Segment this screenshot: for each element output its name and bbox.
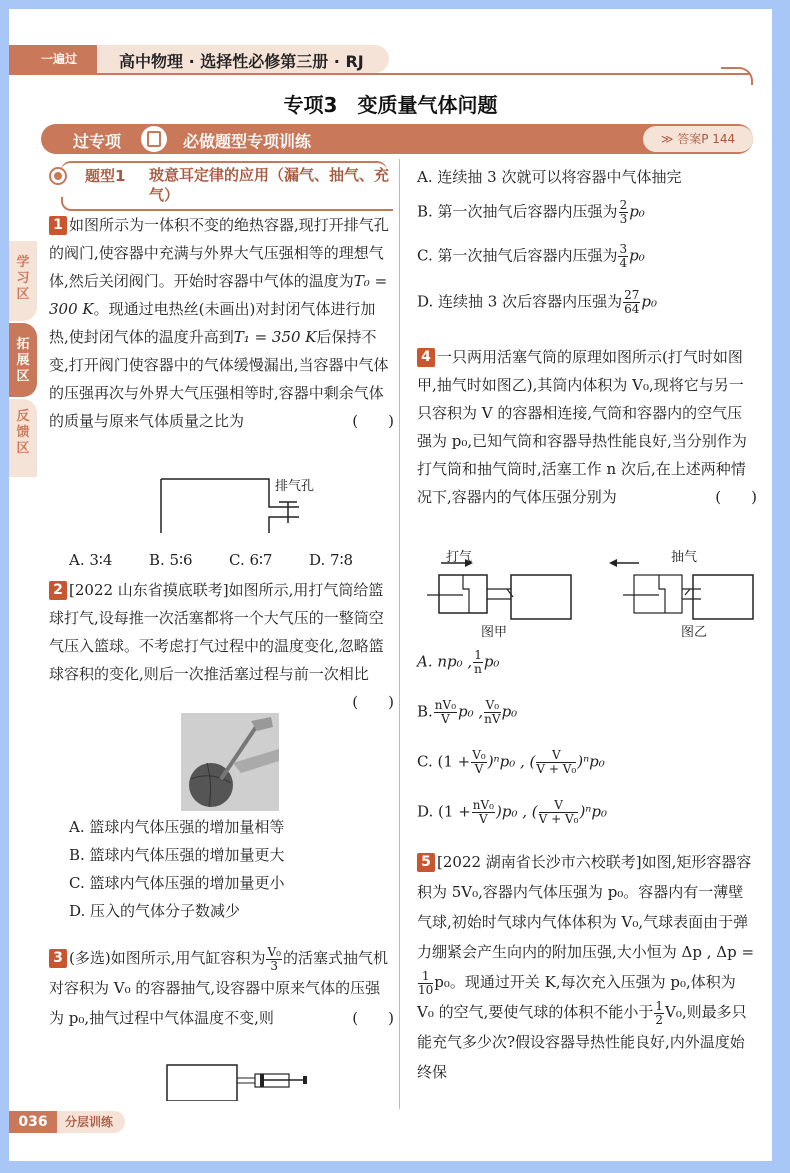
- question-text: 后保持不变,打开阀门使容器中的气体缓慢漏出,当容器中气体的压强再次与外界大气压强相等时,容器中剩余气体的质量与原来气体质量之比为: [49, 328, 389, 430]
- fraction: $\frac{1}{2}$: [655, 998, 664, 1027]
- exhaust-hole-label: 排气孔: [275, 479, 315, 494]
- side-tab-label: 拓展区: [16, 337, 30, 384]
- answer-bracket: ( ): [352, 412, 394, 430]
- question-1: [49, 211, 394, 435]
- question-number: 2: [49, 581, 67, 600]
- question-number: 5: [417, 853, 435, 872]
- option-b[interactable]: B. 篮球内气体压强的增加量更大: [69, 846, 285, 864]
- question-text: 如图,矩形容器容积为 5V₀,容器内气体压强为 p₀。容器内有一薄壁气球,初始时气球内气体体积为 V₀,气球表面由于弹力绷紧会产生向内的附加压强,大小恒为 Δp , Δp =: [417, 853, 755, 961]
- question-number: 1: [49, 216, 67, 235]
- option-b[interactable]: B. 5∶6: [149, 551, 193, 569]
- option-d[interactable]: D. 连续抽 3 次后容器内压强为 $\frac{27}{64}$ p₀: [417, 288, 658, 316]
- question-text: 一只两用活塞气筒的原理如图所示(打气时如图甲,抽气时如图乙),其筒内体积为 V₀,现将它与另一只容积为 V 的容器相连接,气筒和容器内的空气压强为 p₀,已知气筒和容器导热性能良好,当分别作为打气筒和抽气筒时,活塞工作 n 次后,在上述两种情况下,容器内的气体压强分别为: [417, 348, 747, 506]
- option-c[interactable]: C. 第一次抽气后容器内压强为 $\frac{3}{4}$ p₀: [417, 242, 645, 270]
- option-a[interactable]: A. np₀ , $\frac{1}{n}$ p₀: [417, 648, 500, 676]
- side-tab-label: 反馈区: [16, 409, 30, 456]
- question-text: 如图所示为一体积不变的绝热容器,现打开排气孔的阀门,使容器中充满与外界大气压强相等的理想气体,然后关闭阀门。开始时容器中气体的温度为: [49, 216, 389, 290]
- column-divider: [399, 159, 400, 1109]
- answer-bracket: ( ): [715, 488, 757, 506]
- header-band: [9, 45, 772, 73]
- question-4-options: [417, 649, 757, 849]
- answer-bracket: ( ): [352, 693, 394, 711]
- option-d[interactable]: D. 7∶8: [309, 551, 354, 569]
- formula: T₀ = 300 K: [49, 272, 388, 318]
- book-title: 高中物理 · 选择性必修第三册 · RJ: [119, 52, 364, 71]
- type-title: 玻意耳定律的应用（漏气、抽气、充气）: [149, 166, 390, 204]
- figure-yi: [609, 559, 753, 619]
- question-text: V₀,则最多只能充气多少次?假设容器导热性能良好,内外温度始终保: [417, 1003, 747, 1081]
- option-c[interactable]: C. 6∶7: [229, 551, 273, 569]
- page: [9, 9, 772, 1161]
- answer-reference-link[interactable]: ≫ 答案P 144: [643, 126, 753, 152]
- footer-section-label: 分层训练: [53, 1111, 125, 1133]
- question-number: 3: [49, 949, 67, 968]
- option-a[interactable]: A. 连续抽 3 次就可以将容器中气体抽完: [417, 168, 682, 186]
- side-tab-study[interactable]: [9, 241, 37, 321]
- option-b[interactable]: B. $\frac{\text{nV₀}}{V}$ p₀ , $\frac{\text{V₀}}{nV}$ p₀: [417, 698, 518, 726]
- option-d[interactable]: D. (1 + $\frac{\text{nV₀}}{V}$ )p₀ , ( $\frac{V}{\text{V + V₀}}$ )ⁿp₀: [417, 798, 607, 826]
- figure-caption-yi: 图乙: [681, 625, 708, 640]
- section-label: 过专项: [73, 132, 122, 151]
- page-number: 036: [9, 1111, 57, 1133]
- formula: T₁ = 350 K: [233, 328, 317, 346]
- fraction: $\frac{1}{10}$: [418, 968, 434, 997]
- question-text: 如图所示,用打气筒给篮球打气,设每推一次活塞都将一个大气压的一整筒空气压入篮球。不考虑打气过程中的温度变化,忽略篮球容积的变化,则后一次推活塞过程与前一次相比: [49, 581, 384, 683]
- side-tab-label: 学习区: [16, 255, 30, 302]
- question-text: (多选)如图所示,用气缸容积为: [69, 949, 266, 967]
- side-tab-feedback[interactable]: [9, 399, 37, 477]
- answer-bracket: ( ): [352, 1009, 394, 1027]
- section-title: 必做题型专项训练: [183, 132, 312, 151]
- option-d[interactable]: D. 压入的气体分子数减少: [69, 902, 241, 920]
- question-text: p₀。现通过开关 K,每次充入压强为 p₀,体积为 V₀ 的空气,要使气球的体积不能小于: [417, 973, 736, 1021]
- question-source: [2022 湖南省长沙市六校联考]: [437, 853, 642, 871]
- question-4: [417, 343, 757, 511]
- question-1-options: [49, 546, 394, 574]
- option-b[interactable]: B. 第一次抽气后容器内压强为 $\frac{2}{3}$ p₀: [417, 198, 645, 226]
- option-c[interactable]: C. (1 + $\frac{\text{V₀}}{V}$ )ⁿp₀ , ( $\frac{V}{\text{V + V₀}}$ )ⁿp₀: [417, 748, 605, 776]
- document-icon: [141, 126, 167, 152]
- figure-caption-jia: 图甲: [481, 625, 508, 640]
- option-a[interactable]: A. 篮球内气体压强的增加量相等: [69, 818, 285, 836]
- question-2: [49, 576, 394, 716]
- type-label: 题型1: [85, 167, 126, 185]
- option-a[interactable]: A. 3∶4: [69, 551, 113, 569]
- figure-jia: [427, 559, 571, 619]
- header-corner-curve: [721, 67, 753, 85]
- question-source: [2022 山东省摸底联考]: [69, 581, 229, 599]
- header-divider: [9, 73, 751, 75]
- brand-logo: 一遍过: [9, 45, 109, 73]
- question-text: 。现通过电热丝(未画出)对封闭气体进行加热,使封闭气体的温度升高到: [49, 300, 376, 346]
- pump-in-label: 打气: [446, 550, 473, 565]
- basketball-pump-photo: [181, 713, 279, 811]
- vacuum-pump-figure: [159, 1061, 319, 1101]
- question-type-heading: [49, 161, 389, 211]
- question-5: [417, 847, 757, 1087]
- section-band: [41, 124, 753, 154]
- question-2-options: [49, 813, 394, 925]
- option-c[interactable]: C. 篮球内气体压强的增加量更小: [69, 874, 285, 892]
- question-text: 的活塞式抽气机对容积为 V₀ 的容器抽气,设容器中原来气体的压强为 p₀,抽气过程中气体温度不变,则: [49, 949, 388, 1027]
- page-title: 专项3 变质量气体问题: [283, 93, 498, 117]
- question-3: [49, 943, 394, 1033]
- question-number: 4: [417, 348, 435, 367]
- fraction: $\frac{\text{V₀}}{3}$: [267, 944, 281, 973]
- question-3-options: [417, 165, 757, 329]
- pump-out-label: 抽气: [671, 550, 698, 565]
- type-badge-icon: [49, 167, 67, 185]
- side-tab-extend[interactable]: [9, 323, 37, 397]
